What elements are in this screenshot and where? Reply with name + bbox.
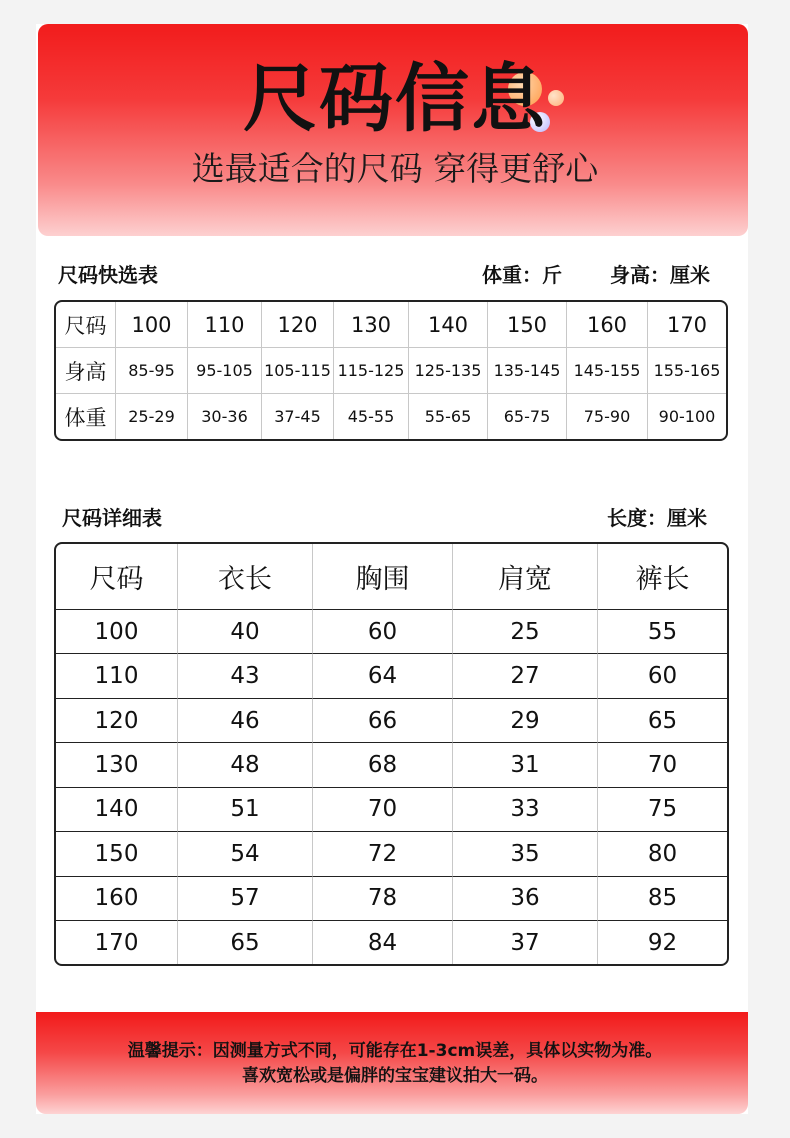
- detail-table-cell: 75: [598, 788, 727, 832]
- detail-table-cell: 70: [598, 743, 727, 787]
- detail-table-cell: 160: [56, 877, 178, 921]
- detail-table-cell: 80: [598, 832, 727, 876]
- quick-size-table: [54, 300, 728, 441]
- detail-table-cell: 170: [56, 921, 178, 964]
- detail-table-cell: 55: [598, 610, 727, 654]
- detail-column-header: 胸围: [313, 544, 453, 610]
- quick-table-cell: 90-100: [658, 407, 716, 427]
- quick-table-cell: 150: [488, 302, 567, 348]
- quick-table-cell: 120: [262, 302, 334, 348]
- detail-table-cell: 120: [56, 699, 178, 743]
- detail-table-label: 尺码详细表: [62, 506, 162, 530]
- quick-table-row: [56, 348, 726, 394]
- detail-table-header-row: [56, 544, 727, 610]
- quick-table-cell: 37-45: [262, 394, 334, 439]
- detail-table-cell: 35: [453, 832, 598, 876]
- quick-table-cell: 145-155: [567, 348, 648, 394]
- quick-table-cell: 140: [409, 302, 488, 348]
- quick-table-cell: 125-135: [409, 348, 488, 394]
- detail-table-cell: 70: [313, 788, 453, 832]
- detail-table-row: [56, 832, 727, 876]
- detail-table-row: [56, 921, 727, 964]
- detail-table-cell: 65: [598, 699, 727, 743]
- footer-note-line1: 温馨提示：因测量方式不同，可能存在1-3cm误差，具体以实物为准。: [127, 1041, 663, 1061]
- quick-table-cell: 160: [567, 302, 648, 348]
- quick-table-cell: 135-145: [488, 348, 567, 394]
- quick-table-row: [56, 302, 726, 348]
- quick-row-header: 尺码: [56, 302, 116, 348]
- detail-table-cell: 110: [56, 654, 178, 698]
- detail-table-cell: 46: [178, 699, 313, 743]
- footer-banner: [36, 1012, 748, 1114]
- detail-table-cell: 40: [178, 610, 313, 654]
- detail-length-unit: 长度：厘米: [607, 506, 707, 530]
- detail-table-cell: 48: [178, 743, 313, 787]
- quick-table-cell: 75-90: [567, 394, 648, 439]
- quick-table-cell: 105-115: [262, 348, 334, 394]
- quick-table-cell: 30-36: [188, 394, 262, 439]
- detail-table-cell: 25: [453, 610, 598, 654]
- detail-column-header: 裤长: [598, 544, 727, 610]
- quick-row-header: 身高: [56, 348, 116, 394]
- detail-table-cell: 43: [178, 654, 313, 698]
- detail-table-cell: 64: [313, 654, 453, 698]
- detail-table-row: [56, 788, 727, 832]
- detail-table-cell: 60: [313, 610, 453, 654]
- quick-row-header: 体重: [56, 394, 116, 439]
- quick-height-unit: 身高：厘米: [610, 263, 710, 287]
- detail-table-cell: 140: [56, 788, 178, 832]
- quick-table-cell: 85-95: [116, 348, 188, 394]
- detail-table-cell: 68: [313, 743, 453, 787]
- detail-table-cell: 65: [178, 921, 313, 964]
- quick-table-label: 尺码快选表: [58, 263, 158, 287]
- detail-size-table: [54, 542, 729, 966]
- detail-table-cell: 66: [313, 699, 453, 743]
- page-subtitle: 选最适合的尺码 穿得更舒心: [191, 149, 599, 188]
- quick-table-cell: 25-29: [116, 394, 188, 439]
- detail-table-cell: 37: [453, 921, 598, 964]
- quick-table-cell: 55-65: [409, 394, 488, 439]
- detail-table-cell: 27: [453, 654, 598, 698]
- quick-table-cell: 65-75: [488, 394, 567, 439]
- detail-table-cell: 150: [56, 832, 178, 876]
- quick-table-cell: 45-55: [334, 394, 409, 439]
- detail-table-row: [56, 743, 727, 787]
- detail-column-header: 衣长: [178, 544, 313, 610]
- detail-table-cell: 100: [56, 610, 178, 654]
- detail-table-row: [56, 654, 727, 698]
- detail-table-cell: 78: [313, 877, 453, 921]
- detail-table-row: [56, 610, 727, 654]
- detail-table-row: [56, 699, 727, 743]
- detail-table-cell: 92: [647, 929, 678, 956]
- detail-table-cell: 33: [453, 788, 598, 832]
- detail-table-cell: 51: [178, 788, 313, 832]
- detail-table-cell: 36: [453, 877, 598, 921]
- detail-table-cell: 130: [56, 743, 178, 787]
- quick-table-cell: 170: [648, 302, 726, 348]
- quick-table-cell: 130: [334, 302, 409, 348]
- detail-table-cell: 60: [598, 654, 727, 698]
- footer-note-line2: 喜欢宽松或是偏胖的宝宝建议拍大一码。: [242, 1066, 548, 1086]
- detail-column-header: 肩宽: [453, 544, 598, 610]
- quick-table-cell: 155-165: [648, 348, 726, 394]
- quick-table-cell: 110: [188, 302, 262, 348]
- detail-table-cell: 72: [313, 832, 453, 876]
- detail-table-cell: 31: [453, 743, 598, 787]
- detail-table-cell: 57: [178, 877, 313, 921]
- quick-table-cell: 95-105: [188, 348, 262, 394]
- detail-table-cell: 29: [453, 699, 598, 743]
- quick-weight-unit: 体重：斤: [482, 263, 562, 287]
- quick-table-cell: 115-125: [334, 348, 409, 394]
- page-title: 尺码信息: [243, 56, 547, 142]
- detail-table-cell: 85: [598, 877, 727, 921]
- quick-table-cell: 100: [116, 302, 188, 348]
- detail-table-cell: 54: [178, 832, 313, 876]
- detail-column-header: 尺码: [56, 544, 178, 610]
- quick-table-row: [56, 394, 726, 439]
- detail-table-row: [56, 877, 727, 921]
- detail-table-cell: 84: [313, 921, 453, 964]
